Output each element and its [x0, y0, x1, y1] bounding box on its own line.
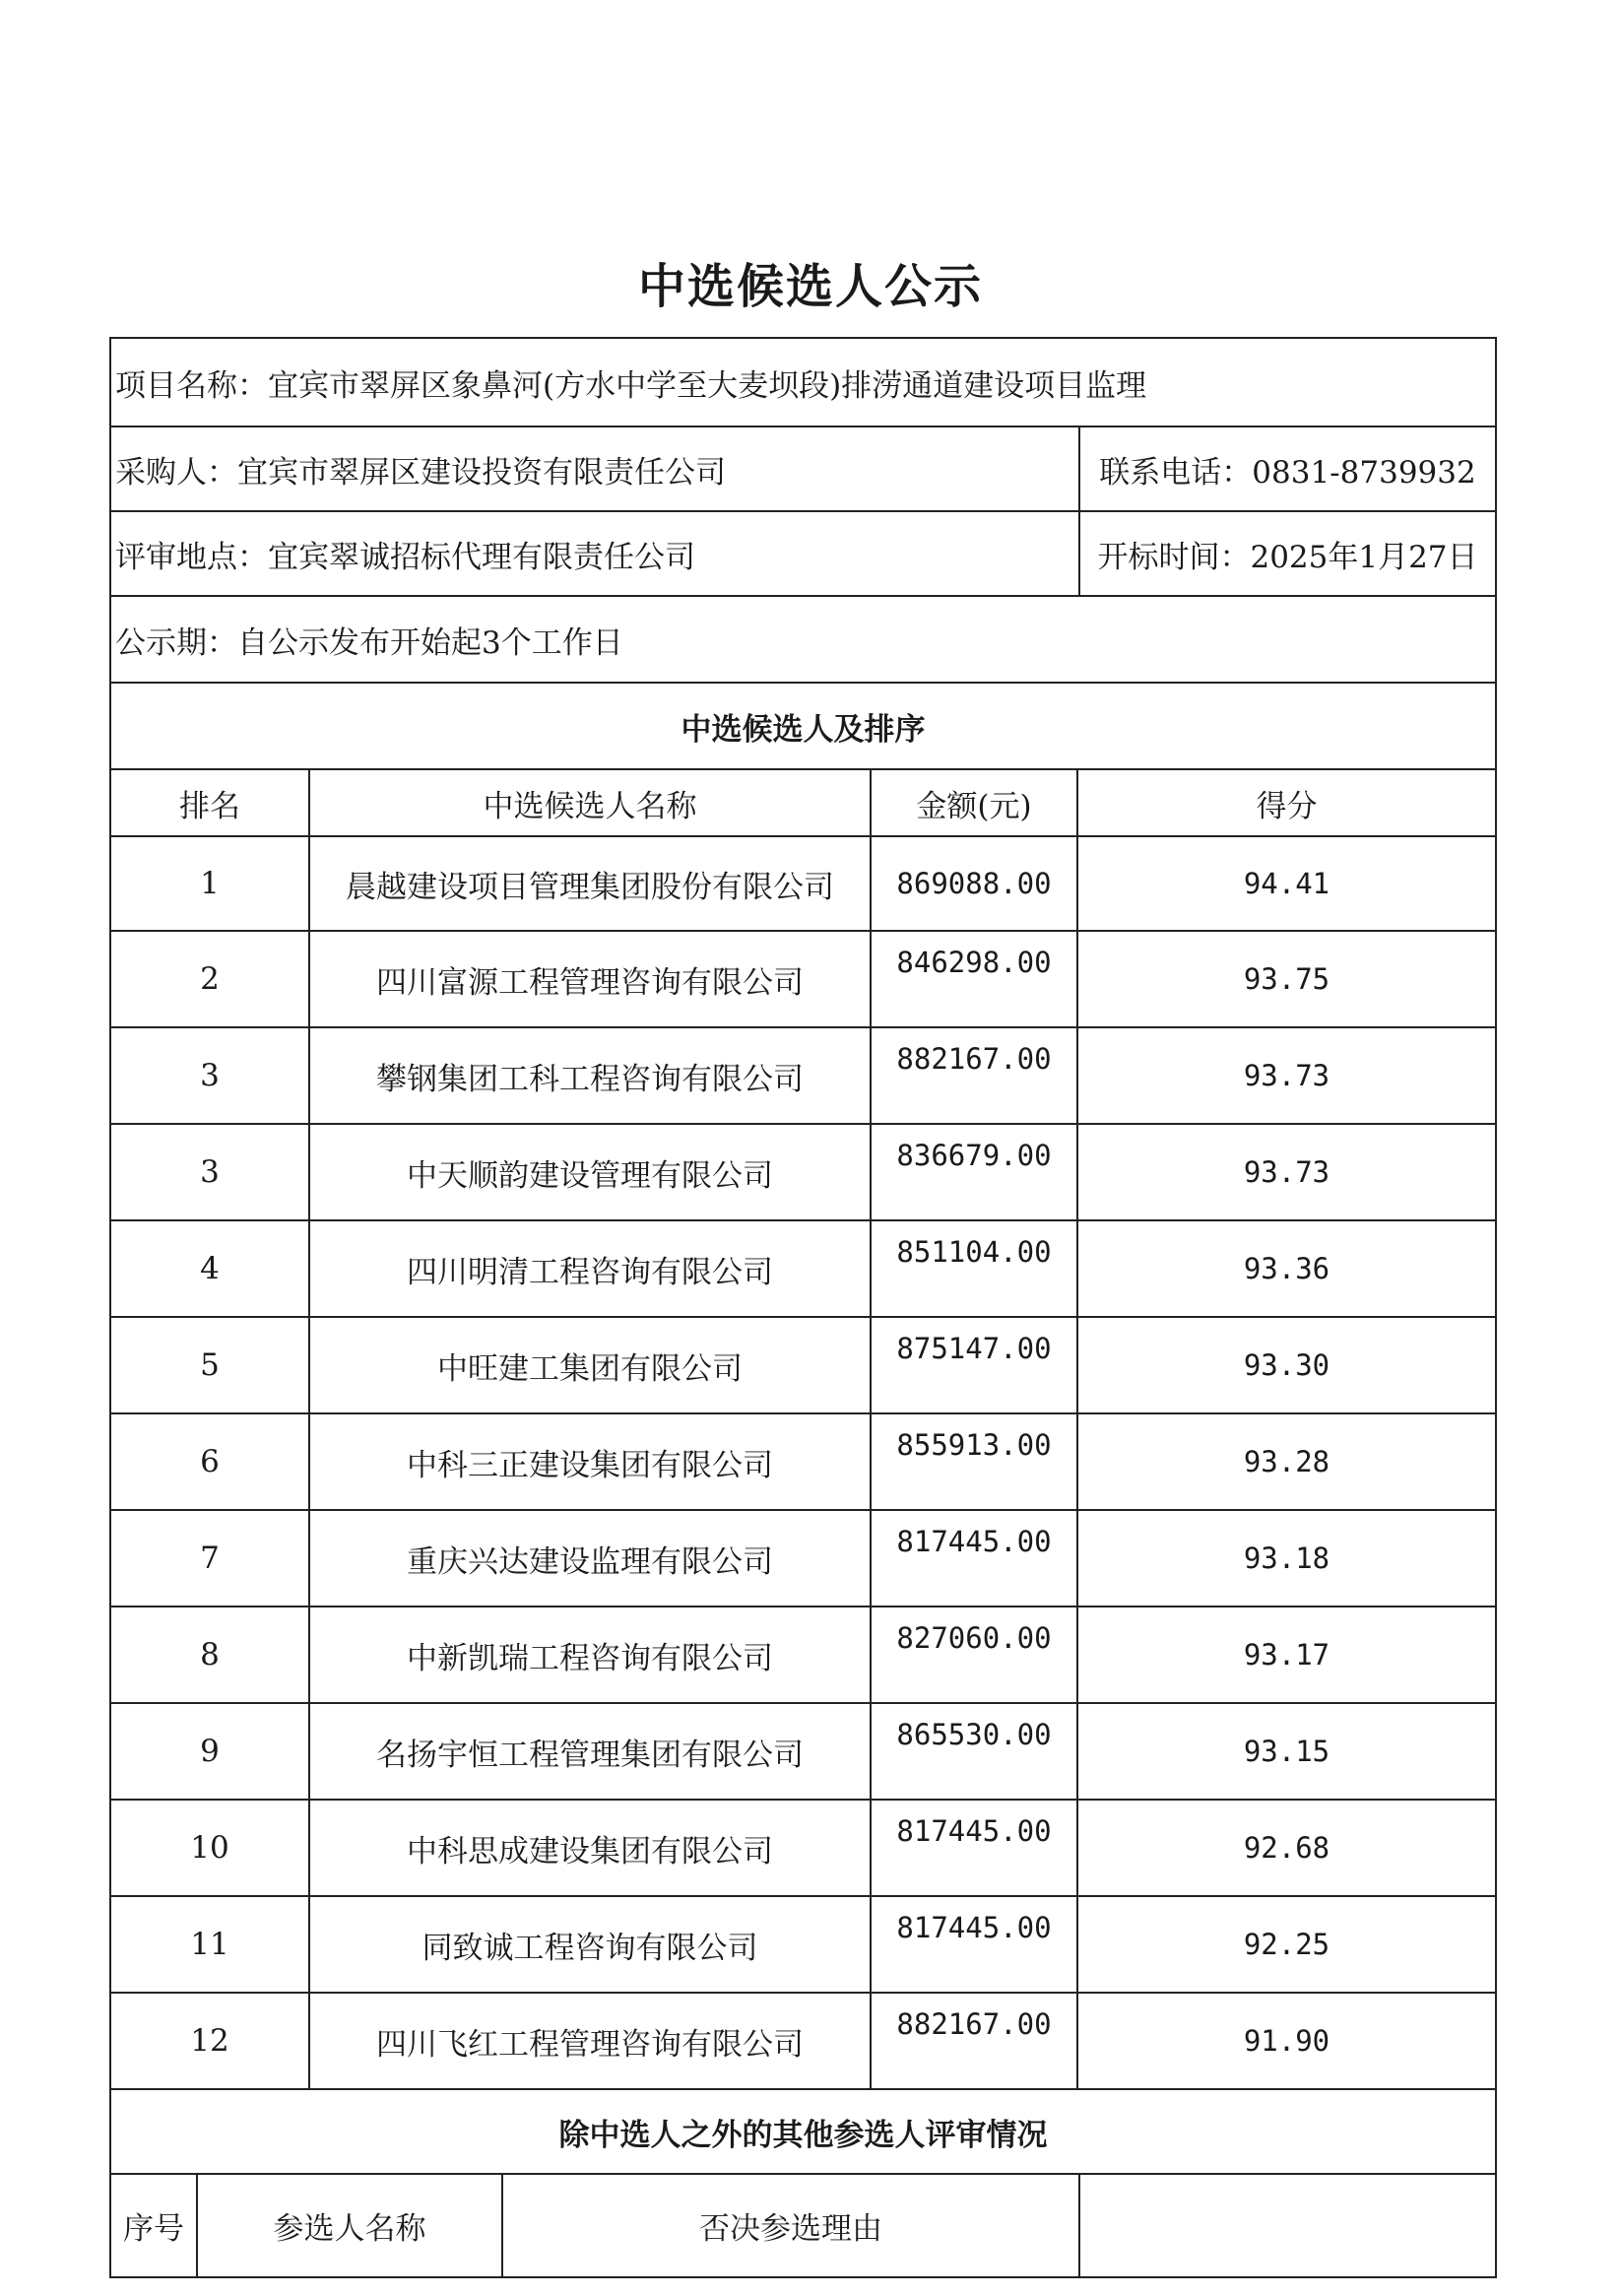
- candidate-amount: 836679.00: [870, 1125, 1076, 1219]
- candidate-amount: 817445.00: [870, 1511, 1076, 1606]
- candidate-amount: 846298.00: [870, 932, 1076, 1026]
- page-title: 中选候选人公示: [637, 259, 983, 314]
- header-score: 得分: [1076, 770, 1495, 835]
- candidate-rank: 2: [200, 961, 220, 997]
- candidate-rank: 4: [200, 1251, 220, 1286]
- candidate-name: 同致诚工程咨询有限公司: [308, 1897, 870, 1992]
- candidate-amount: 875147.00: [870, 1318, 1076, 1412]
- table-row: [111, 1412, 1495, 1509]
- candidate-score: 93.75: [1076, 932, 1495, 1026]
- contact-phone: 联系电话：0831-8739932: [1078, 427, 1495, 510]
- candidate-name: 中旺建工集团有限公司: [308, 1318, 870, 1412]
- candidate-name: 中天顺韵建设管理有限公司: [308, 1125, 870, 1219]
- candidate-name: 攀钢集团工科工程咨询有限公司: [308, 1028, 870, 1123]
- review-location: 评审地点：宜宾翠诚招标代理有限责任公司: [115, 539, 695, 575]
- candidate-name: 四川明清工程咨询有限公司: [308, 1221, 870, 1316]
- table-row: [111, 1702, 1495, 1799]
- candidate-amount: 865530.00: [870, 1704, 1076, 1799]
- project-name-row: [111, 339, 1495, 426]
- candidate-name: 名扬宇恒工程管理集团有限公司: [308, 1704, 870, 1799]
- candidate-amount: 882167.00: [870, 1994, 1076, 2088]
- header-rank: 排名: [179, 788, 240, 824]
- others-header-row: [111, 2173, 1495, 2276]
- candidate-amount: 869088.00: [870, 837, 1076, 930]
- candidates-header-row: [111, 768, 1495, 835]
- candidate-name: 重庆兴达建设监理有限公司: [308, 1511, 870, 1606]
- candidates-section-title: 中选候选人及排序: [681, 711, 926, 748]
- candidate-score: 93.18: [1076, 1511, 1495, 1606]
- candidate-name: 中科三正建设集团有限公司: [308, 1414, 870, 1509]
- candidate-score: 94.41: [1076, 837, 1495, 930]
- publicity-row: [111, 595, 1495, 682]
- header-rejection-reason: 否决参选理由: [501, 2175, 1078, 2276]
- open-time: 开标时间：2025年1月27日: [1078, 512, 1495, 595]
- candidate-score: 93.28: [1076, 1414, 1495, 1509]
- table-row: [111, 1219, 1495, 1316]
- table-row: [111, 1799, 1495, 1895]
- candidate-rank: 12: [190, 2023, 229, 2059]
- purchaser-row: [111, 426, 1495, 510]
- table-row: [111, 835, 1495, 930]
- candidate-score: 93.73: [1076, 1125, 1495, 1219]
- candidate-name: 四川飞红工程管理咨询有限公司: [308, 1994, 870, 2088]
- candidate-rank: 8: [200, 1637, 220, 1673]
- table-row: [111, 930, 1495, 1026]
- candidate-rank: 5: [200, 1347, 220, 1383]
- table-row: [111, 1606, 1495, 1702]
- candidate-score: 93.17: [1076, 1607, 1495, 1702]
- project-name: 项目名称：宜宾市翠屏区象鼻河(方水中学至大麦坝段)排涝通道建设项目监理: [115, 367, 1147, 404]
- candidate-amount: 855913.00: [870, 1414, 1076, 1509]
- candidate-score: 91.90: [1076, 1994, 1495, 2088]
- candidates-section-row: [111, 682, 1495, 768]
- candidate-rank: 9: [200, 1734, 220, 1769]
- table-row: [111, 1895, 1495, 1992]
- candidate-amount: 882167.00: [870, 1028, 1076, 1123]
- candidate-rank: 3: [200, 1058, 220, 1093]
- header-amount: 金额(元): [870, 770, 1076, 835]
- announcement-table: [109, 337, 1497, 2278]
- candidate-rank: 6: [200, 1444, 220, 1479]
- candidate-score: 92.25: [1076, 1897, 1495, 1992]
- candidate-amount: 827060.00: [870, 1607, 1076, 1702]
- candidate-score: 92.68: [1076, 1801, 1495, 1895]
- candidate-rank: 3: [200, 1154, 220, 1190]
- candidate-score: 93.73: [1076, 1028, 1495, 1123]
- candidate-name: 晨越建设项目管理集团股份有限公司: [308, 837, 870, 930]
- others-section-title: 除中选人之外的其他参选人评审情况: [558, 2117, 1048, 2153]
- table-row: [111, 1316, 1495, 1412]
- candidate-rank: 11: [190, 1927, 229, 1962]
- candidate-amount: 817445.00: [870, 1897, 1076, 1992]
- candidate-score: 93.15: [1076, 1704, 1495, 1799]
- table-row: [111, 1509, 1495, 1606]
- purchaser: 采购人：宜宾市翠屏区建设投资有限责任公司: [115, 454, 726, 491]
- candidate-score: 93.36: [1076, 1221, 1495, 1316]
- candidate-rank: 1: [200, 866, 220, 901]
- review-row: [111, 510, 1495, 595]
- header-name: 中选候选人名称: [308, 770, 870, 835]
- publicity-period: 公示期：自公示发布开始起3个工作日: [115, 624, 623, 661]
- header-participant-name: 参选人名称: [196, 2175, 501, 2276]
- candidate-score: 93.30: [1076, 1318, 1495, 1412]
- others-section-row: [111, 2088, 1495, 2173]
- candidate-amount: 851104.00: [870, 1221, 1076, 1316]
- candidate-rank: 10: [190, 1830, 229, 1866]
- candidate-name: 中科思成建设集团有限公司: [308, 1801, 870, 1895]
- candidate-name: 四川富源工程管理咨询有限公司: [308, 932, 870, 1026]
- header-blank: [1078, 2175, 1495, 2276]
- candidate-amount: 817445.00: [870, 1801, 1076, 1895]
- table-row: [111, 1123, 1495, 1219]
- candidate-name: 中新凯瑞工程咨询有限公司: [308, 1607, 870, 1702]
- table-row: [111, 1026, 1495, 1123]
- table-row: [111, 1992, 1495, 2088]
- header-seq: 序号: [123, 2211, 184, 2247]
- candidate-rank: 7: [200, 1541, 220, 1576]
